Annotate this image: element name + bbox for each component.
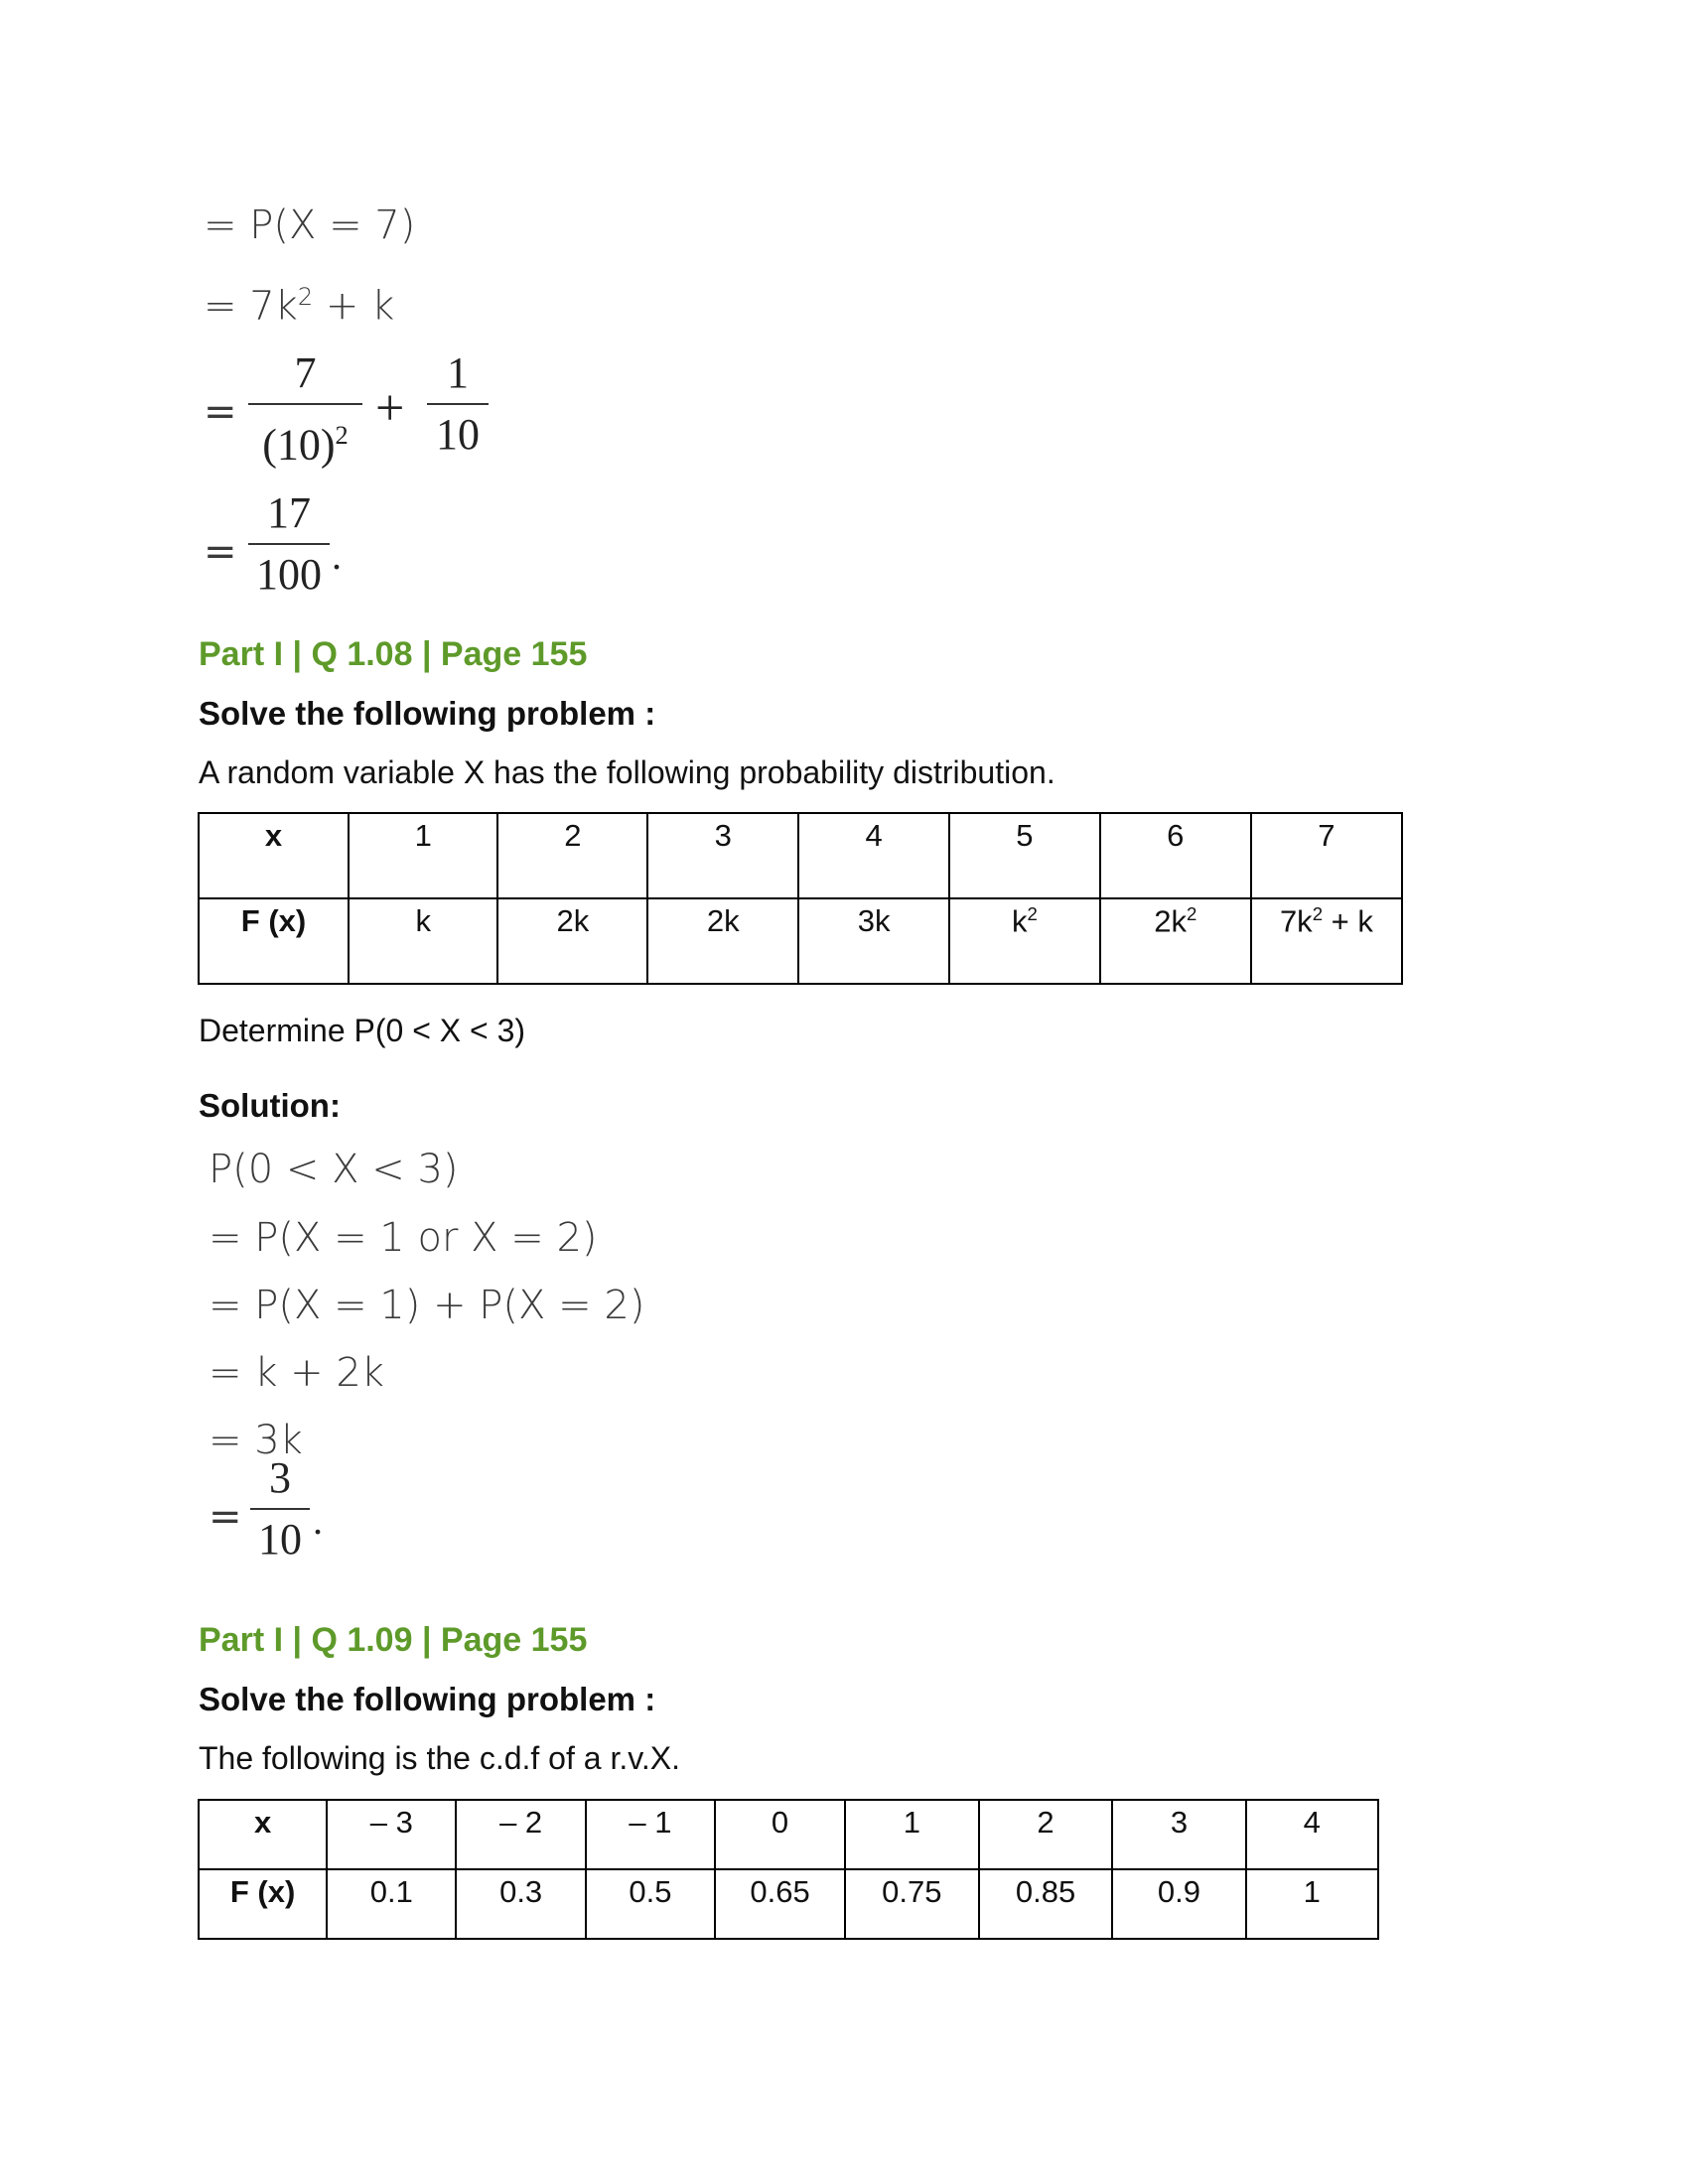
table-cell: 4 (798, 813, 949, 898)
instruction-text: Solve the following problem : (199, 1681, 656, 1717)
table-cell: – 1 (586, 1800, 715, 1869)
fraction-bar (248, 403, 362, 405)
table-cell: x (199, 813, 349, 898)
fraction-7-over-10-squared (248, 349, 362, 470)
numerator: 7 (294, 348, 317, 397)
equation-line-2 (204, 283, 394, 329)
table-cell: F (x) (199, 898, 349, 984)
exponent: 2 (1027, 903, 1038, 924)
table-cell: 1 (845, 1800, 979, 1869)
table-cell: F (x) (199, 1869, 327, 1939)
cell-tail: + k (1323, 903, 1373, 939)
cell-base: 7k (1279, 903, 1313, 939)
fraction-bar (427, 403, 489, 405)
cdf-table (198, 1799, 1379, 1940)
probability-distribution-table (198, 812, 1403, 985)
table-row (199, 898, 1402, 984)
numerator: 1 (447, 348, 469, 397)
fraction-bar (248, 543, 330, 545)
table-row (199, 1869, 1378, 1939)
denominator: 10 (436, 410, 480, 459)
denominator: 10 (258, 1515, 302, 1564)
table-cell (949, 898, 1100, 984)
period: . (332, 533, 342, 578)
question-text: Determine P(0 < X < 3) (199, 1013, 526, 1048)
solution-label: Solution: (199, 1087, 341, 1124)
table-cell: 2k (647, 898, 798, 984)
table-cell: x (199, 1800, 327, 1869)
table-cell: 0.9 (1112, 1869, 1245, 1939)
numerator: 17 (267, 488, 311, 537)
table-cell: 3 (647, 813, 798, 898)
table-cell: k (349, 898, 497, 984)
table-cell: – 3 (327, 1800, 456, 1869)
table-cell: 2 (979, 1800, 1113, 1869)
fraction-bar (250, 1508, 310, 1510)
table-cell: 0.85 (979, 1869, 1113, 1939)
equation-part: = 7k (204, 283, 298, 330)
table-cell: 3 (1112, 1800, 1245, 1869)
plus-sign: + (375, 380, 405, 437)
equals-sign: = (209, 1494, 242, 1540)
table-cell: 0 (715, 1800, 845, 1869)
table-cell: 0.3 (456, 1869, 585, 1939)
table-row (199, 813, 1402, 898)
table-row (199, 1800, 1378, 1869)
period: . (313, 1498, 323, 1543)
table-cell: 1 (349, 813, 497, 898)
table-cell: 0.5 (586, 1869, 715, 1939)
denominator (248, 411, 362, 470)
fraction-3-over-10 (250, 1454, 310, 1564)
fraction-1-over-10 (427, 349, 489, 459)
table-cell: 5 (949, 813, 1100, 898)
solution-step-1: P(0 < X < 3) (209, 1147, 459, 1192)
table-cell: 0.75 (845, 1869, 979, 1939)
fraction-17-over-100 (248, 489, 330, 599)
denominator-base: (10) (262, 420, 336, 470)
exponent: 2 (297, 283, 314, 311)
solution-step-2: = P(X = 1 or X = 2) (209, 1215, 598, 1261)
table-cell: 1 (1246, 1869, 1378, 1939)
table-cell: 6 (1100, 813, 1251, 898)
equation-part: + k (313, 283, 395, 330)
denominator: 100 (256, 550, 322, 599)
table-cell: 3k (798, 898, 949, 984)
question-heading: Part I | Q 1.09 | Page 155 (199, 1621, 588, 1659)
numerator: 3 (269, 1453, 291, 1502)
table-cell: 4 (1246, 1800, 1378, 1869)
solution-step-3: = P(X = 1) + P(X = 2) (209, 1283, 645, 1328)
table-cell: 0.1 (327, 1869, 456, 1939)
cell-base: k (1011, 903, 1028, 939)
exponent: 2 (335, 420, 349, 450)
table-cell (1251, 898, 1402, 984)
equals-sign: = (204, 389, 237, 435)
table-cell: 2 (497, 813, 647, 898)
table-cell: 2k (497, 898, 647, 984)
table-cell (1100, 898, 1251, 984)
table-cell: 7 (1251, 813, 1402, 898)
table-cell: – 2 (456, 1800, 585, 1869)
instruction-text: Solve the following problem : (199, 695, 656, 732)
solution-step-4: = k + 2k (209, 1350, 384, 1396)
question-heading: Part I | Q 1.08 | Page 155 (199, 635, 588, 673)
exponent: 2 (1186, 903, 1197, 924)
solution-step-5: = 3k (209, 1418, 303, 1463)
equals-sign: = (204, 529, 237, 575)
exponent: 2 (1312, 903, 1324, 924)
table-cell: 0.65 (715, 1869, 845, 1939)
problem-statement: A random variable X has the following probability distribution. (199, 754, 1055, 790)
cell-base: 2k (1154, 903, 1187, 939)
problem-statement: The following is the c.d.f of a r.v.X. (199, 1740, 680, 1776)
equation-line-1: = P(X = 7) (204, 203, 416, 248)
